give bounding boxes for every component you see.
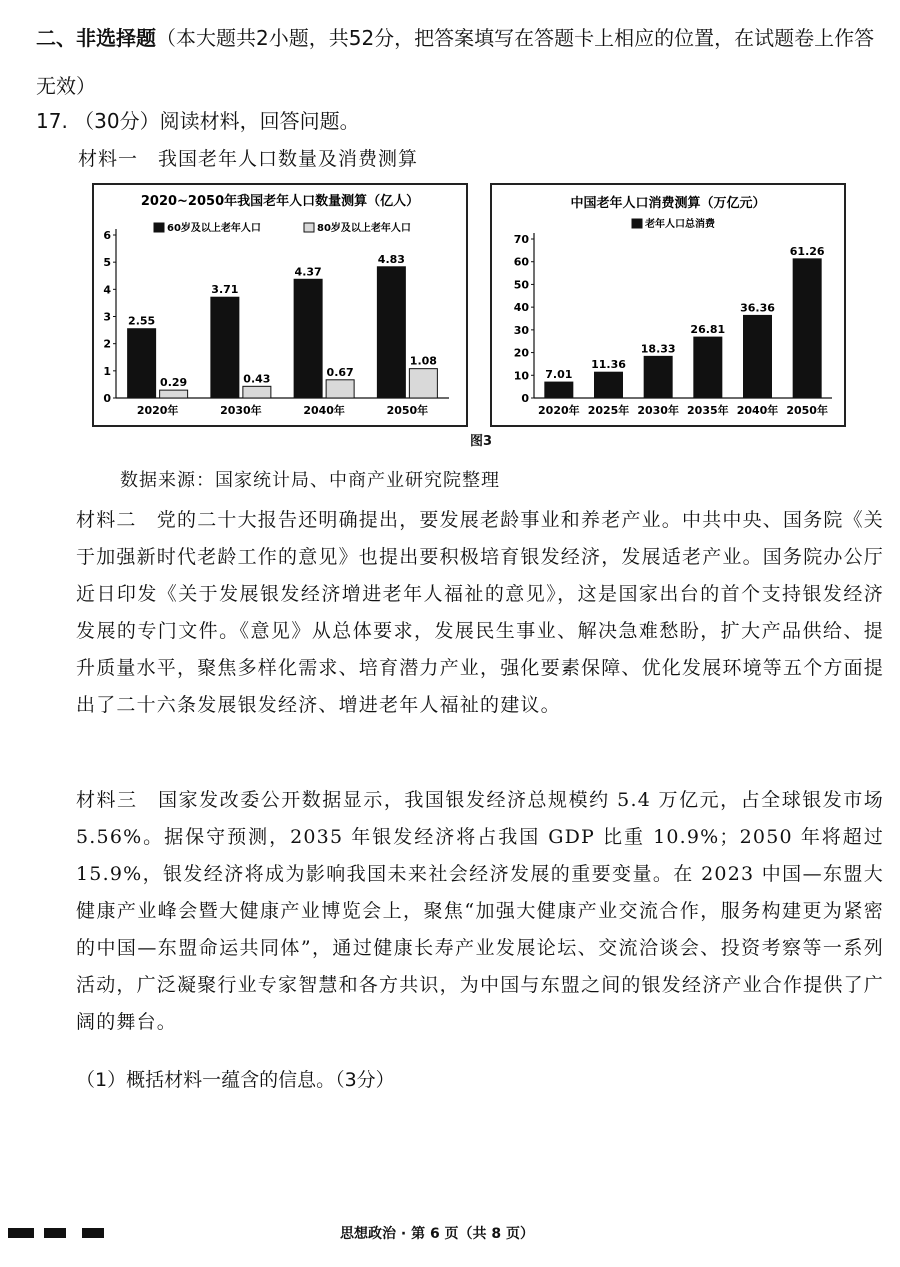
- y-tick-label-20: 20: [513, 346, 529, 360]
- legend-swatch-0: [154, 223, 164, 232]
- footer-mark-2: [44, 1228, 66, 1238]
- x-tick-label-1: 2030年: [220, 404, 262, 417]
- bar-0-1: [211, 297, 239, 398]
- footer-mark-1: [8, 1228, 34, 1238]
- legend-swatch-0: [632, 219, 642, 228]
- bar-0-0: [128, 329, 156, 398]
- data-label-0-0: 2.55: [128, 314, 156, 328]
- section-heading: 二、非选择题: [36, 26, 156, 50]
- y-tick-label-2: 2: [103, 337, 111, 351]
- figure-caption: 图3: [470, 434, 493, 449]
- data-label-0-3: 26.81: [690, 323, 726, 337]
- data-label-0-4: 36.36: [740, 301, 775, 315]
- bar-1-2: [326, 380, 354, 398]
- data-label-0-2: 18.33: [640, 342, 676, 356]
- material1-title: 材料一 我国老年人口数量及消费测算: [78, 148, 419, 170]
- bar-0-2: [644, 356, 672, 398]
- y-tick-label-3: 3: [103, 310, 111, 324]
- section-instructions: （本大题共2小题，共52分，把答案填写在答题卡上相应的位置，在试题卷上作答无效）: [36, 26, 875, 98]
- y-tick-label-4: 4: [103, 283, 111, 297]
- data-label-0-1: 11.36: [591, 358, 626, 372]
- chart-elderly-consumption: [490, 183, 846, 427]
- data-label-1-1: 0.43: [243, 372, 271, 386]
- bar-1-3: [409, 369, 437, 398]
- y-tick-label-1: 1: [103, 364, 111, 378]
- bar-1-1: [243, 386, 271, 398]
- data-label-0-0: 7.01: [545, 368, 573, 382]
- legend-label-0: 60岁及以上老年人口: [167, 223, 261, 234]
- x-tick-label-1: 2025年: [587, 404, 630, 417]
- x-tick-label-2: 2030年: [637, 404, 679, 417]
- y-tick-label-50: 50: [513, 278, 529, 292]
- x-tick-label-5: 2050年: [786, 404, 828, 417]
- y-tick-label-6: 6: [103, 229, 111, 242]
- bar-0-3: [377, 267, 405, 398]
- x-tick-label-4: 2040年: [736, 404, 779, 417]
- section-header: [36, 14, 886, 110]
- y-tick-label-10: 10: [513, 369, 529, 383]
- page-footer: 思想政治 · 第 6 页（共 8 页）: [340, 1226, 535, 1242]
- material3-paragraph: 材料三 国家发改委公开数据显示，我国银发经济总规模约 5.4 万亿元，占全球银发市场 5.56%。据保守预测，2035 年银发经济将占我国 GDP 比重 10.9%；2050 年将超过 15.9%，银发经济将成为影响我国未来社会经济发展的重要变量。在 2023 中国—东盟大健康产业峰会暨大健康产业博览会上，聚焦“加强大健康产业交流合作，服务构建更为紧密的中国—东盟命运共同体”，通过健康长寿产业发展论坛、交流洽谈会、投资考察等一系列活动，广泛凝聚行业专家智慧和各方共识，为中国与东盟之间的银发经济产业合作提供了广阔的舞台。: [76, 789, 885, 1033]
- y-tick-label-5: 5: [103, 256, 111, 270]
- x-tick-label-2: 2040年: [303, 404, 345, 417]
- legend-label-1: 80岁及以上老年人口: [317, 223, 411, 234]
- x-tick-label-0: 2020年: [538, 404, 580, 417]
- data-label-1-3: 1.08: [409, 354, 437, 368]
- x-tick-label-0: 2020年: [136, 404, 179, 417]
- chart-title: 中国老年人口消费测算（万亿元）: [570, 196, 766, 211]
- data-label-1-0: 0.29: [160, 376, 188, 390]
- y-tick-label-0: 0: [103, 392, 111, 405]
- chart-elderly-consumption-svg: [492, 185, 844, 425]
- x-tick-label-3: 2050年: [386, 404, 429, 417]
- data-label-0-1: 3.71: [211, 283, 239, 297]
- y-tick-label-0: 0: [521, 392, 529, 405]
- data-label-1-2: 0.67: [326, 365, 354, 379]
- legend-label-0: 老年人口总消费: [645, 219, 715, 230]
- subquestion-1: （1）概括材料一蕴含的信息。（3分）: [76, 1069, 395, 1091]
- bar-0-5: [793, 259, 821, 398]
- chart-elderly-population-svg: [94, 185, 466, 425]
- bar-0-0: [545, 382, 573, 398]
- data-source: 数据来源：国家统计局、中商产业研究院整理: [120, 470, 500, 491]
- bar-0-4: [744, 315, 772, 398]
- chart-elderly-population: [92, 183, 468, 427]
- bar-0-1: [595, 372, 623, 398]
- y-tick-label-30: 30: [513, 323, 529, 337]
- y-tick-label-40: 40: [513, 301, 529, 315]
- y-tick-label-70: 70: [513, 233, 529, 246]
- y-tick-label-60: 60: [513, 255, 529, 269]
- data-label-0-2: 4.37: [294, 265, 322, 279]
- footer-mark-3: [82, 1228, 104, 1238]
- x-tick-label-3: 2035年: [687, 404, 729, 417]
- chart-title: 2020~2050年我国老年人口数量测算（亿人）: [140, 194, 420, 209]
- data-label-0-5: 61.26: [789, 244, 825, 258]
- material2-paragraph: 材料二 党的二十大报告还明确提出，要发展老龄事业和养老产业。中共中央、国务院《关于加强新时代老龄工作的意见》也提出要积极培育银发经济，发展适老产业。国务院办公厅近日印发《关于发展银发经济增进老年人福祉的意见》，这是国家出台的首个支持银发经济发展的专门文件。《意见》从总体要求，发展民生事业、解决急难愁盼，扩大产品供给、提升质量水平，聚焦多样化需求、培育潜力产业，强化要素保障、优化发展环境等五个方面提出了二十六条发展银发经济、增进老年人福祉的建议。: [76, 509, 885, 716]
- data-label-0-3: 4.83: [377, 252, 405, 266]
- question-label: 17. （30分）阅读材料，回答问题。: [36, 109, 360, 133]
- bar-0-3: [694, 337, 722, 398]
- legend-swatch-1: [304, 223, 314, 232]
- bar-1-0: [160, 390, 188, 398]
- bar-0-2: [294, 279, 322, 398]
